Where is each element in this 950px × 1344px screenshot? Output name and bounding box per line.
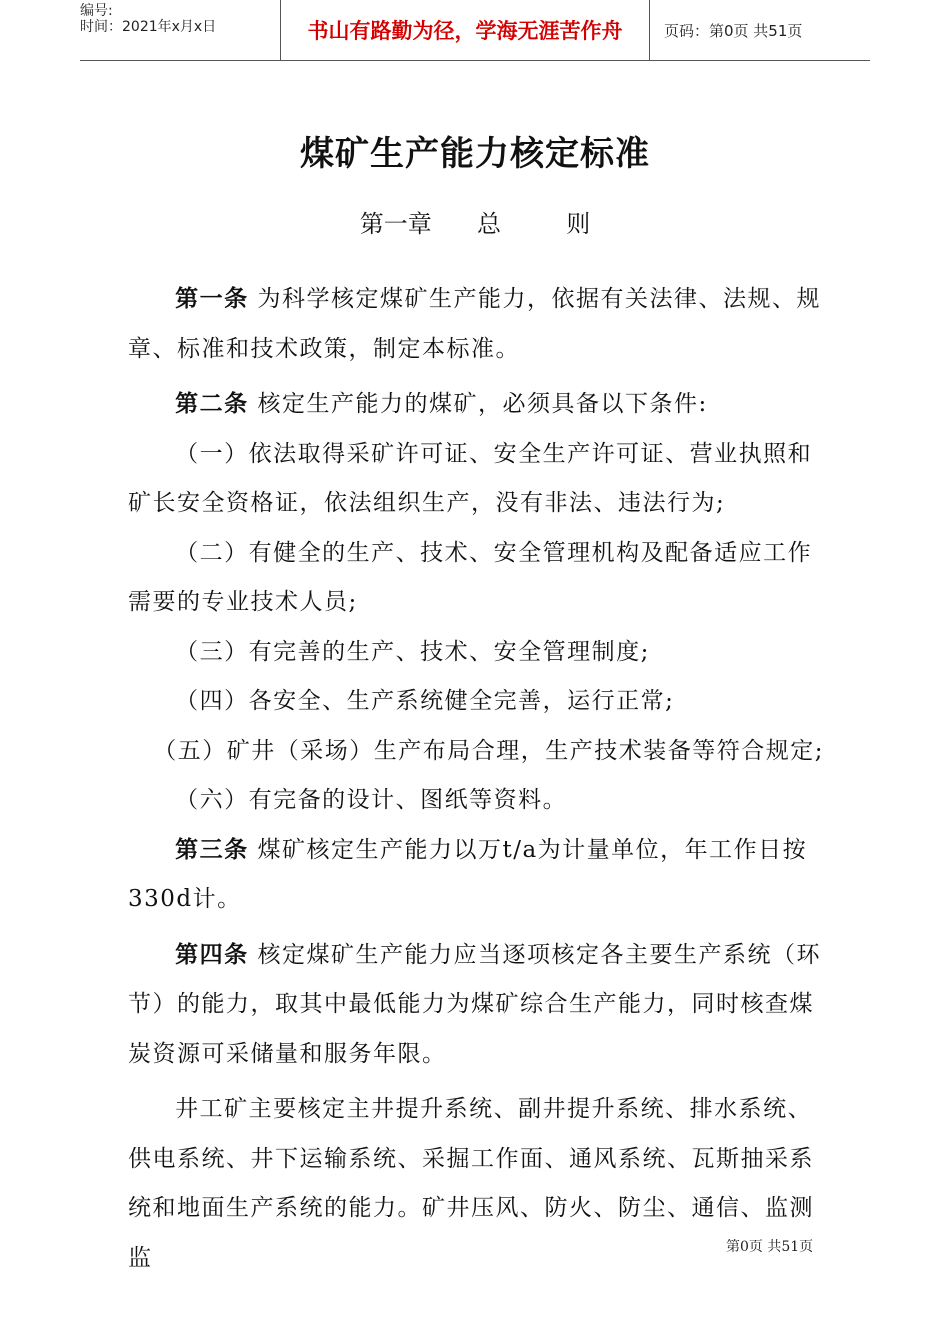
chapter-heading bbox=[0, 204, 950, 239]
page-footer: 第0页 共51页 bbox=[726, 1239, 814, 1255]
header-meta bbox=[80, 0, 280, 60]
document-title: 煤矿生产能力核定标准 bbox=[300, 134, 650, 174]
time-label: 时间：2021年x月x日 bbox=[80, 19, 217, 35]
paragraph: 井工矿主要核定主井提升系统、副井提升系统、排水系统、供电系统、井下运输系统、采掘工作面、通风系统、瓦斯抽采系统和地面生产系统的能力。矿井压风、防火、防尘、通信、监测监 bbox=[128, 1096, 814, 1271]
chapter-number: 第一章 bbox=[359, 210, 432, 238]
paragraph: （三）有完善的生产、技术、安全管理制度; bbox=[175, 638, 650, 665]
article-lead: 第二条 bbox=[175, 391, 249, 417]
article-lead: 第一条 bbox=[175, 286, 249, 312]
header-page-info: 页码：第0页 共51页 bbox=[664, 21, 803, 40]
paragraph: 第一条 为科学核定煤矿生产能力，依据有关法律、法规、规章、标准和技术政策，制定本标准。 bbox=[128, 286, 821, 362]
chapter-word-1: 总 bbox=[477, 210, 501, 238]
header-motto: 书山有路勤为径，学海无涯苦作舟 bbox=[280, 0, 650, 60]
article-lead: 第三条 bbox=[175, 836, 249, 863]
number-label: 编号: bbox=[80, 3, 113, 19]
paragraph: （二）有健全的生产、技术、安全管理机构及配备适应工作需要的专业技术人员; bbox=[128, 539, 813, 615]
paragraph: （一）依法取得采矿许可证、安全生产许可证、营业执照和矿长安全资格证，依法组织生产，没有非法、违法行为; bbox=[128, 440, 813, 516]
paragraph: （六）有完备的设计、图纸等资料。 bbox=[175, 787, 568, 813]
article-lead: 第四条 bbox=[175, 941, 249, 968]
paragraph: 第二条 核定生产能力的煤矿，必须具备以下条件: bbox=[175, 391, 708, 417]
paragraph: 第四条 核定煤矿生产能力应当逐项核定各主要生产系统（环节）的能力，取其中最低能力为煤矿综合生产能力，同时核查煤炭资源可采储量和服务年限。 bbox=[128, 941, 821, 1067]
page-header bbox=[80, 0, 870, 61]
paragraph: 第三条 煤矿核定生产能力以万t/a为计量单位，年工作日按330d计。 bbox=[128, 836, 808, 912]
document-body bbox=[128, 275, 828, 1283]
paragraph: （四）各安全、生产系统健全完善，运行正常; bbox=[175, 688, 675, 714]
paragraph: （五）矿井（采场）生产布局合理，生产技术装备等符合规定; bbox=[153, 737, 825, 764]
chapter-word-2: 则 bbox=[566, 210, 591, 238]
